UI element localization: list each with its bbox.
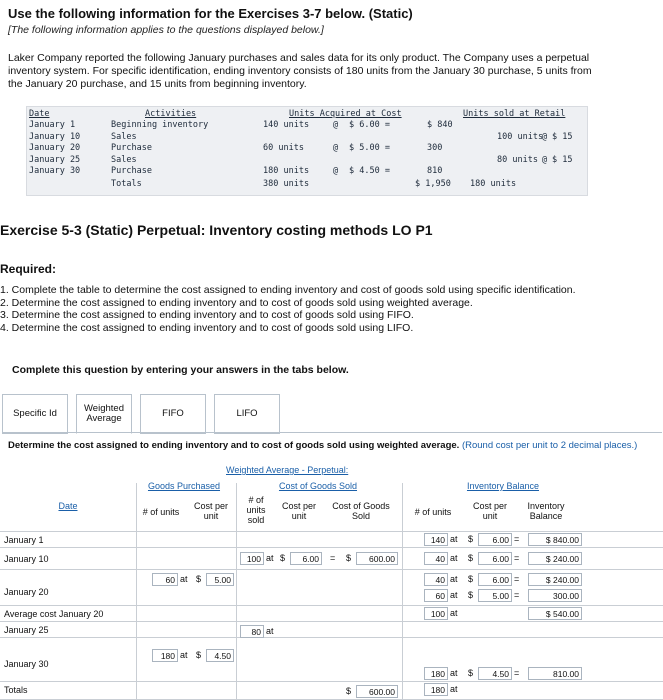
at-symbol: at: [450, 553, 458, 563]
tab-specific-id[interactable]: [2, 394, 68, 434]
instruction-text: Determine the cost assigned to ending inventory and to cost of goods sold using weighted average.: [8, 440, 460, 451]
required-item: 3. Determine the cost assigned to ending inventory and to cost of goods sold using FIFO.: [0, 309, 414, 321]
at-symbol: at: [266, 553, 274, 563]
data-total: $ 840: [427, 120, 453, 130]
at-symbol: at: [450, 684, 458, 694]
bal-units-input[interactable]: 60: [424, 589, 448, 602]
data-sold: 80 units: [497, 154, 538, 165]
total-cogs-input[interactable]: 600.00: [356, 685, 398, 698]
equals-symbol: =: [514, 590, 520, 600]
data-totals-units: 380 units: [263, 179, 310, 189]
units-sold-input[interactable]: 100: [240, 552, 264, 565]
purchase-units-input[interactable]: 180: [152, 649, 178, 662]
data-totals-cost: $ 1,950: [415, 179, 451, 189]
data-at: @: [333, 120, 339, 130]
at-symbol: at: [180, 650, 188, 660]
data-activity: Sales: [111, 131, 137, 142]
bal-cpu-input[interactable]: 6.00: [478, 533, 512, 546]
complete-note: Complete this question by entering your answers in the tabs below.: [12, 364, 349, 376]
tab-weighted-average[interactable]: [76, 394, 132, 434]
bal-value-input[interactable]: $ 840.00: [528, 533, 582, 546]
data-activity: Purchase: [111, 143, 152, 153]
data-date: January 1: [29, 120, 76, 130]
dollar-symbol: $: [280, 553, 286, 563]
cogs-value-input[interactable]: 600.00: [356, 552, 398, 565]
units-sold-input[interactable]: 80: [240, 625, 264, 638]
weighted-average-table: [0, 463, 663, 700]
bal-cpu-input[interactable]: 5.00: [478, 589, 512, 602]
inventory-balance-header: Inventory Balance: [466, 481, 540, 491]
tab-label: Weighted Average: [84, 403, 124, 424]
col-balance-units: # of units: [414, 507, 452, 517]
equals-symbol: =: [514, 553, 520, 563]
data-cost: $ 5.00 =: [349, 143, 390, 153]
bal-value-input[interactable]: 300.00: [528, 589, 582, 602]
data-at: @: [333, 143, 339, 153]
at-symbol: at: [450, 668, 458, 678]
dollar-symbol: $: [468, 574, 474, 584]
instruction: [8, 440, 637, 451]
row-label-jan1: January 1: [4, 535, 44, 545]
equals-symbol: =: [514, 534, 520, 544]
data-header-acquired: Units Acquired at Cost: [289, 109, 402, 119]
goods-purchased-header: Goods Purchased: [147, 481, 221, 491]
row-label-jan10: January 10: [4, 554, 49, 564]
equals-symbol: =: [514, 574, 520, 584]
required-item: 2. Determine the cost assigned to ending inventory and to cost of goods sold using weighted average.: [0, 296, 473, 309]
equals-symbol: =: [514, 668, 520, 678]
dollar-symbol: $: [468, 553, 474, 563]
required-heading: Required:: [0, 262, 57, 276]
data-at: @: [333, 166, 339, 176]
exercise-title: Exercise 5-3 (Static) Perpetual: Inventory costing methods LO P1: [0, 222, 433, 238]
bal-cpu-input[interactable]: 6.00: [478, 552, 512, 565]
at-symbol: at: [450, 590, 458, 600]
bal-value-input[interactable]: 810.00: [528, 667, 582, 680]
bal-cpu-input[interactable]: 4.50: [478, 667, 512, 680]
col-cogs-cost-per-unit: Cost per unit: [281, 501, 316, 521]
at-symbol: at: [180, 574, 188, 584]
bal-cpu-input[interactable]: 6.00: [478, 573, 512, 586]
data-header-date: Date: [29, 109, 50, 119]
data-totals-sold: 180 units: [470, 179, 517, 189]
row-label-jan25: January 25: [4, 625, 49, 635]
col-units: # of units: [142, 507, 180, 517]
tab-label: Specific Id: [13, 408, 57, 419]
bal-units-input[interactable]: 40: [424, 573, 448, 586]
bal-value-input[interactable]: $ 240.00: [528, 552, 582, 565]
row-label-jan20: January 20: [4, 587, 49, 597]
col-cost-per-unit: Cost per unit: [193, 501, 228, 521]
tab-divider: [2, 432, 662, 433]
tab-label: FIFO: [162, 408, 184, 419]
equals-symbol: =: [330, 553, 336, 563]
data-total: 810: [427, 166, 443, 176]
data-units: 60 units: [263, 143, 304, 153]
data-date: January 25: [29, 154, 81, 165]
tab-lifo[interactable]: [214, 394, 280, 434]
col-cogs: Cost of Goods Sold: [332, 501, 390, 521]
bal-units-input[interactable]: 180: [424, 683, 448, 696]
data-header-sold: Units sold at Retail: [463, 109, 566, 119]
dollar-symbol: $: [196, 574, 202, 584]
data-date: January 30: [29, 166, 81, 176]
dollar-symbol: $: [468, 534, 474, 544]
row-label-avg-jan20: Average cost January 20: [4, 609, 104, 619]
row-label-totals: Totals: [4, 685, 28, 695]
data-cost: $ 6.00 =: [349, 120, 390, 130]
data-date: January 20: [29, 143, 81, 153]
bal-total-input[interactable]: $ 540.00: [528, 607, 582, 620]
data-sold: 100 units: [497, 131, 544, 142]
page-title: Use the following information for the Exercises 3-7 below. (Static): [8, 6, 413, 21]
dollar-symbol: $: [346, 553, 352, 563]
purchase-cpu-input[interactable]: 4.50: [206, 649, 234, 662]
tab-label: LIFO: [236, 408, 258, 419]
dollar-symbol: $: [196, 650, 202, 660]
at-symbol: at: [450, 534, 458, 544]
data-activity: Beginning inventory: [111, 120, 209, 130]
data-sold-at: @: [542, 131, 548, 142]
bal-units-input[interactable]: 180: [424, 667, 448, 680]
data-total: 300: [427, 143, 443, 153]
data-sold-at: @: [542, 154, 548, 165]
data-totals-label: Totals: [111, 179, 142, 189]
cogs-header: Cost of Goods Sold: [278, 481, 358, 491]
at-symbol: at: [450, 608, 458, 618]
purchase-cpu-input[interactable]: 5.00: [206, 573, 234, 586]
data-units: 180 units: [263, 166, 310, 176]
required-list: [0, 284, 576, 334]
data-price: $ 15: [552, 131, 573, 142]
data-box: [26, 106, 588, 196]
required-item: 1. Complete the table to determine the cost assigned to ending inventory and cost of goods sold using specific identification.: [0, 284, 576, 296]
bal-value-input[interactable]: $ 240.00: [528, 573, 582, 586]
page-subtitle: [The following information applies to the questions displayed below.]: [8, 24, 324, 36]
row-label-jan30: January 30: [4, 659, 49, 669]
col-balance: Inventory Balance: [527, 501, 565, 521]
table-title: Weighted Average - Perpetual:: [226, 465, 349, 475]
intro-text: Laker Company reported the following January purchases and sales data for its only product. The Company uses a perpetual inventory system. For specific identification, ending inventory consists of 180 units from the January 30 purchase, 5 units from the January 20 purchase, and 15 units from beginning inventory.: [8, 52, 592, 90]
dollar-symbol: $: [468, 668, 474, 678]
dollar-symbol: $: [468, 590, 474, 600]
col-date: Date: [58, 501, 78, 511]
col-units-sold: # of units sold: [246, 495, 266, 525]
tab-bar: [2, 394, 662, 434]
data-activity: Sales: [111, 154, 137, 165]
data-units: 140 units: [263, 120, 310, 130]
bal-units-input[interactable]: 140: [424, 533, 448, 546]
cogs-cpu-input[interactable]: 6.00: [290, 552, 322, 565]
bal-units-input[interactable]: 40: [424, 552, 448, 565]
tab-fifo[interactable]: [140, 394, 206, 434]
data-price: $ 15: [552, 154, 573, 165]
dollar-symbol: $: [346, 686, 352, 696]
purchase-units-input[interactable]: 60: [152, 573, 178, 586]
instruction-note: (Round cost per unit to 2 decimal places.): [461, 440, 638, 451]
bal-units-input[interactable]: 100: [424, 607, 448, 620]
required-item: 4. Determine the cost assigned to ending inventory and to cost of goods sold using LIFO.: [0, 321, 414, 334]
data-header-activities: Activities: [145, 109, 197, 119]
col-balance-cost-per-unit: Cost per unit: [472, 501, 507, 521]
data-activity: Purchase: [111, 166, 152, 176]
data-date: January 10: [29, 131, 81, 142]
at-symbol: at: [450, 574, 458, 584]
at-symbol: at: [266, 626, 274, 636]
data-cost: $ 4.50 =: [349, 166, 390, 176]
